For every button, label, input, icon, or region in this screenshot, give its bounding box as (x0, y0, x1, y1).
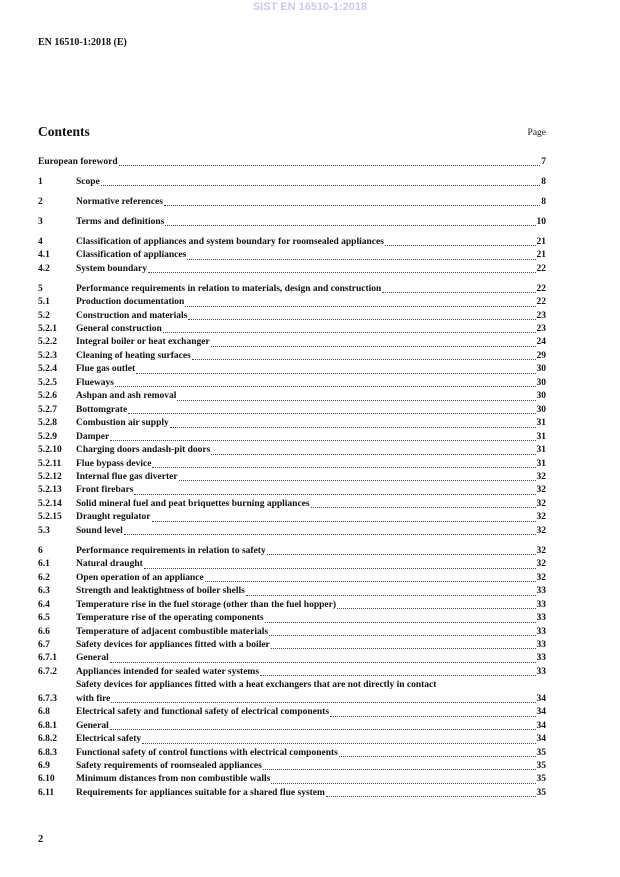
toc-entry[interactable] (38, 263, 546, 276)
toc-entry-number: 5.2 (38, 310, 50, 321)
toc-entry-number: 6.6 (38, 626, 50, 637)
toc-entry[interactable] (38, 720, 546, 733)
dot-leader (170, 427, 536, 428)
toc-entry[interactable] (38, 498, 546, 511)
toc-entry-title: Terms and definitions (76, 216, 165, 227)
toc-entry-page: 32 (536, 525, 546, 536)
toc-entry-page: 8 (541, 196, 546, 207)
toc-entry-page: 22 (536, 263, 546, 274)
toc-entry-page: 31 (536, 445, 546, 456)
toc-entry-title: Sound level (76, 525, 123, 536)
toc-group (38, 283, 546, 539)
toc-entry-title: Classification of appliances (76, 250, 187, 261)
toc-entry[interactable] (38, 216, 546, 229)
dot-leader (124, 534, 536, 535)
dot-leader (211, 346, 536, 347)
toc-entry[interactable] (38, 196, 546, 209)
toc-entry-page: 23 (536, 324, 546, 335)
toc-entry-page: 31 (536, 418, 546, 429)
toc-entry-page: 7 (541, 157, 546, 167)
dot-leader (152, 467, 535, 468)
toc-entry[interactable] (38, 511, 546, 524)
toc-entry[interactable] (38, 666, 546, 679)
dot-leader (271, 783, 535, 784)
toc-entry-title: Construction and materials (76, 310, 188, 321)
dot-leader (110, 440, 535, 441)
toc-entry-title-continued: with fire (76, 693, 111, 704)
toc-entry-number: 4 (38, 236, 43, 247)
toc-entry[interactable] (38, 458, 546, 471)
toc-entry[interactable] (38, 612, 546, 625)
toc-entry-page: 33 (536, 626, 546, 637)
toc-entry-page: 33 (536, 599, 546, 610)
toc-entry-number: 3 (38, 216, 43, 227)
toc-entry[interactable] (38, 431, 546, 444)
toc-entry-number: 6.1 (38, 559, 50, 570)
toc-entry-page: 33 (536, 666, 546, 677)
toc-entry-page: 29 (536, 350, 546, 361)
toc-entry-page: 32 (536, 572, 546, 583)
toc-entry-number: 5.2.5 (38, 377, 57, 388)
dot-leader (187, 259, 535, 260)
toc-entry[interactable] (38, 599, 546, 612)
toc-entry[interactable] (38, 156, 546, 169)
table-of-contents (38, 156, 546, 800)
dot-leader (188, 319, 535, 320)
toc-entry-title: Internal flue gas diverter (76, 472, 178, 483)
toc-entry[interactable] (38, 760, 546, 773)
toc-entry-title: Functional safety of control functions with electrical components (76, 747, 338, 758)
toc-entry-title: System boundary (76, 263, 147, 274)
dot-leader (152, 521, 536, 522)
toc-entry-number: 5.2.7 (38, 404, 57, 415)
dot-leader (115, 386, 536, 387)
toc-entry-number: 6.8.2 (38, 734, 57, 745)
toc-entry[interactable] (38, 572, 546, 585)
toc-entry-title: Bottomgrate (76, 404, 128, 415)
toc-entry-title: Damper (76, 431, 110, 442)
toc-entry-number: 6.4 (38, 599, 50, 610)
toc-entry[interactable] (38, 283, 546, 296)
toc-entry[interactable] (38, 471, 546, 484)
dot-leader (165, 225, 535, 226)
dot-leader (326, 796, 536, 797)
toc-entry-page: 34 (536, 707, 546, 718)
toc-entry-page: 31 (536, 458, 546, 469)
toc-entry-title: Electrical safety and functional safety of electrical components (76, 707, 330, 718)
toc-entry[interactable] (38, 558, 546, 571)
toc-entry-number: 6.7 (38, 639, 50, 650)
toc-entry-number: 5.2.6 (38, 391, 57, 402)
toc-entry-number: 6.8.1 (38, 720, 57, 731)
dot-leader (101, 185, 541, 186)
dot-leader (311, 507, 536, 508)
toc-entry-page: 30 (536, 404, 546, 415)
toc-entry-number: 5 (38, 283, 43, 294)
toc-entry-title: Integral boiler or heat exchanger (76, 337, 210, 348)
toc-entry-number: 1 (38, 176, 43, 187)
toc-entry-number: 5.2.14 (38, 498, 62, 509)
toc-entry-page: 35 (536, 787, 546, 798)
toc-group (38, 176, 546, 189)
toc-entry-number: 5.2.2 (38, 337, 57, 348)
dot-leader (148, 272, 536, 273)
toc-entry-title: Temperature rise of the operating components (76, 613, 264, 624)
dot-leader (260, 675, 535, 676)
toc-entry-number: 5.2.9 (38, 431, 57, 442)
dot-leader (330, 716, 535, 717)
toc-entry-page: 34 (536, 734, 546, 745)
toc-entry-page: 30 (536, 391, 546, 402)
toc-entry[interactable] (38, 545, 546, 558)
dot-leader (339, 756, 536, 757)
toc-entry-title: General (76, 653, 109, 664)
toc-entry-title: Safety devices for appliances fitted with a boiler (76, 639, 270, 650)
toc-entry-page: 34 (536, 720, 546, 731)
toc-entry[interactable] (38, 236, 546, 249)
dot-leader (211, 454, 535, 455)
toc-entry-number: 5.3 (38, 525, 50, 536)
toc-entry-page: 10 (536, 216, 546, 227)
toc-entry-page: 30 (536, 377, 546, 388)
toc-entry[interactable] (38, 706, 546, 719)
dot-leader (119, 165, 541, 166)
toc-entry-title: Scope (76, 176, 100, 187)
toc-entry-page: 32 (536, 472, 546, 483)
toc-entry[interactable] (38, 323, 546, 336)
toc-entry-title: Charging doors andash-pit doors (76, 445, 211, 456)
toc-entry[interactable] (38, 363, 546, 376)
toc-entry[interactable] (38, 679, 546, 706)
toc-group (38, 216, 546, 229)
toc-entry-title: Ashpan and ash removal (76, 391, 177, 402)
toc-entry[interactable] (38, 444, 546, 457)
toc-entry[interactable] (38, 747, 546, 760)
toc-entry[interactable] (38, 176, 546, 189)
toc-entry-title: Appliances intended for sealed water systems (76, 666, 260, 677)
toc-entry-page: 32 (536, 485, 546, 496)
toc-entry-title: Performance requirements in relation to materials, design and construction (76, 283, 382, 294)
dot-leader (246, 595, 536, 596)
toc-entry-title: Requirements for appliances suitable for a shared flue system (76, 787, 325, 798)
toc-entry-page: 33 (536, 639, 546, 650)
toc-entry[interactable] (38, 733, 546, 746)
toc-entry-title: Minimum distances from non combustible walls (76, 774, 271, 785)
dot-leader (269, 635, 535, 636)
dot-leader (179, 480, 536, 481)
toc-entry-number: 2 (38, 196, 43, 207)
toc-entry-number: 6.2 (38, 572, 50, 583)
page-number: 2 (38, 834, 44, 845)
contents-title: Contents (38, 124, 90, 139)
toc-entry-page: 32 (536, 498, 546, 509)
toc-entry-page: 33 (536, 613, 546, 624)
toc-entry[interactable] (38, 390, 546, 403)
toc-entry-page: 21 (536, 250, 546, 261)
toc-entry[interactable] (38, 773, 546, 786)
toc-entry-number: 5.2.1 (38, 324, 57, 335)
dot-leader (142, 743, 535, 744)
toc-entry-page: 32 (536, 545, 546, 556)
dot-leader (271, 648, 536, 649)
toc-entry-title: Flue bypass device (76, 458, 152, 469)
dot-leader (110, 662, 536, 663)
dot-leader (163, 332, 536, 333)
toc-entry-number: 5.2.11 (38, 458, 62, 469)
toc-entry[interactable] (38, 626, 546, 639)
page-column-label: Page (527, 128, 546, 138)
toc-entry-page: 35 (536, 747, 546, 758)
dot-leader (382, 292, 535, 293)
toc-entry-number: 6.5 (38, 613, 50, 624)
toc-entry-number: 6.11 (38, 787, 55, 798)
toc-entry-title: Safety devices for appliances fitted with a heat exchangers that are not directly in contact (76, 680, 437, 691)
dot-leader (128, 413, 535, 414)
toc-entry-title: Cleaning of heating surfaces (76, 350, 191, 361)
toc-entry-page: 22 (536, 297, 546, 308)
dot-leader (136, 373, 535, 374)
dot-leader (385, 245, 536, 246)
toc-entry-number: 6 (38, 545, 43, 556)
dot-leader (205, 581, 536, 582)
toc-entry-number: 6.8 (38, 707, 50, 718)
dot-leader (185, 306, 535, 307)
toc-entry-title: Draught regulator (76, 512, 151, 523)
toc-entry-page: 35 (536, 774, 546, 785)
toc-entry[interactable] (38, 639, 546, 652)
toc-entry-title: Natural draught (76, 559, 143, 570)
dot-leader (110, 729, 536, 730)
toc-entry-page: 32 (536, 512, 546, 523)
toc-entry-page: 8 (541, 176, 546, 187)
toc-entry-page: 33 (536, 586, 546, 597)
toc-entry-title: Flueways (76, 377, 114, 388)
toc-entry-page: 23 (536, 310, 546, 321)
dot-leader (177, 400, 535, 401)
dot-leader (134, 494, 535, 495)
toc-entry-number: 5.2.13 (38, 485, 62, 496)
toc-entry-page: 32 (536, 559, 546, 570)
toc-entry-title: Solid mineral fuel and peat briquettes burning appliances (76, 498, 310, 509)
toc-entry[interactable] (38, 585, 546, 598)
toc-entry-title: Open operation of an appliance (76, 572, 204, 583)
toc-entry[interactable] (38, 787, 546, 800)
toc-entry-title: Temperature rise in the fuel storage (other than the fuel hopper) (76, 599, 336, 610)
dot-leader (164, 205, 540, 206)
toc-entry-title: European foreword (38, 157, 118, 167)
toc-entry-number: 6.9 (38, 761, 50, 772)
toc-entry[interactable] (38, 652, 546, 665)
toc-entry-page: 30 (536, 364, 546, 375)
watermark: SIST EN 16510-1:2018 (252, 1, 368, 13)
toc-entry-number: 5.2.12 (38, 472, 62, 483)
toc-entry-title: Electrical safety (76, 734, 142, 745)
toc-entry-page: 34 (536, 693, 546, 704)
toc-entry-number: 5.2.10 (38, 445, 62, 456)
toc-entry-title: General (76, 720, 109, 731)
toc-entry-number: 4.1 (38, 250, 50, 261)
toc-group (38, 236, 546, 276)
toc-entry[interactable] (38, 350, 546, 363)
dot-leader (267, 554, 536, 555)
toc-entry[interactable] (38, 525, 546, 538)
toc-group (38, 156, 546, 169)
toc-entry-title: Flue gas outlet (76, 364, 136, 375)
toc-entry-page: 31 (536, 431, 546, 442)
toc-group (38, 545, 546, 801)
toc-entry-number: 5.2.15 (38, 512, 62, 523)
toc-entry-number: 4.2 (38, 263, 50, 274)
toc-entry-page: 21 (536, 236, 546, 247)
toc-entry-title: Temperature of adjacent combustible materials (76, 626, 269, 637)
toc-entry-title: Performance requirements in relation to safety (76, 545, 266, 556)
document-header: EN 16510-1:2018 (E) (38, 37, 127, 48)
toc-entry-number: 6.10 (38, 774, 55, 785)
toc-entry-title: Combustion air supply (76, 418, 169, 429)
toc-entry-number: 5.2.8 (38, 418, 57, 429)
toc-entry-number: 5.1 (38, 297, 50, 308)
toc-entry[interactable] (38, 377, 546, 390)
toc-entry-page: 35 (536, 761, 546, 772)
toc-entry-page: 22 (536, 283, 546, 294)
toc-entry[interactable] (38, 249, 546, 262)
toc-entry[interactable] (38, 336, 546, 349)
toc-entry-number: 6.7.2 (38, 666, 57, 677)
dot-leader (265, 622, 536, 623)
toc-entry-number: 5.2.3 (38, 350, 57, 361)
dot-leader (111, 702, 535, 703)
toc-entry-number: 6.3 (38, 586, 50, 597)
toc-entry-page: 24 (536, 337, 546, 348)
toc-entry-number: 6.7.3 (38, 693, 57, 704)
toc-entry-title: Strength and leaktightness of boiler shells (76, 586, 245, 597)
toc-entry-title: Front firebars (76, 485, 134, 496)
dot-leader (337, 608, 536, 609)
toc-entry-title: Safety requirements of roomsealed appliances (76, 761, 262, 772)
toc-entry-title: General construction (76, 324, 162, 335)
toc-entry-number: 5.2.4 (38, 364, 57, 375)
toc-entry-page: 33 (536, 653, 546, 664)
toc-entry[interactable] (38, 296, 546, 309)
dot-leader (144, 568, 536, 569)
toc-entry-title: Normative references (76, 196, 163, 207)
toc-entry-number: 6.8.3 (38, 747, 57, 758)
toc-entry-title: Production documentation (76, 297, 185, 308)
toc-entry[interactable] (38, 310, 546, 323)
toc-entry[interactable] (38, 417, 546, 430)
toc-entry[interactable] (38, 484, 546, 497)
dot-leader (192, 359, 536, 360)
toc-group (38, 196, 546, 209)
toc-entry-number: 6.7.1 (38, 653, 57, 664)
dot-leader (263, 769, 536, 770)
toc-entry-title: Classification of appliances and system boundary for roomsealed appliances (76, 236, 384, 247)
toc-entry[interactable] (38, 404, 546, 417)
